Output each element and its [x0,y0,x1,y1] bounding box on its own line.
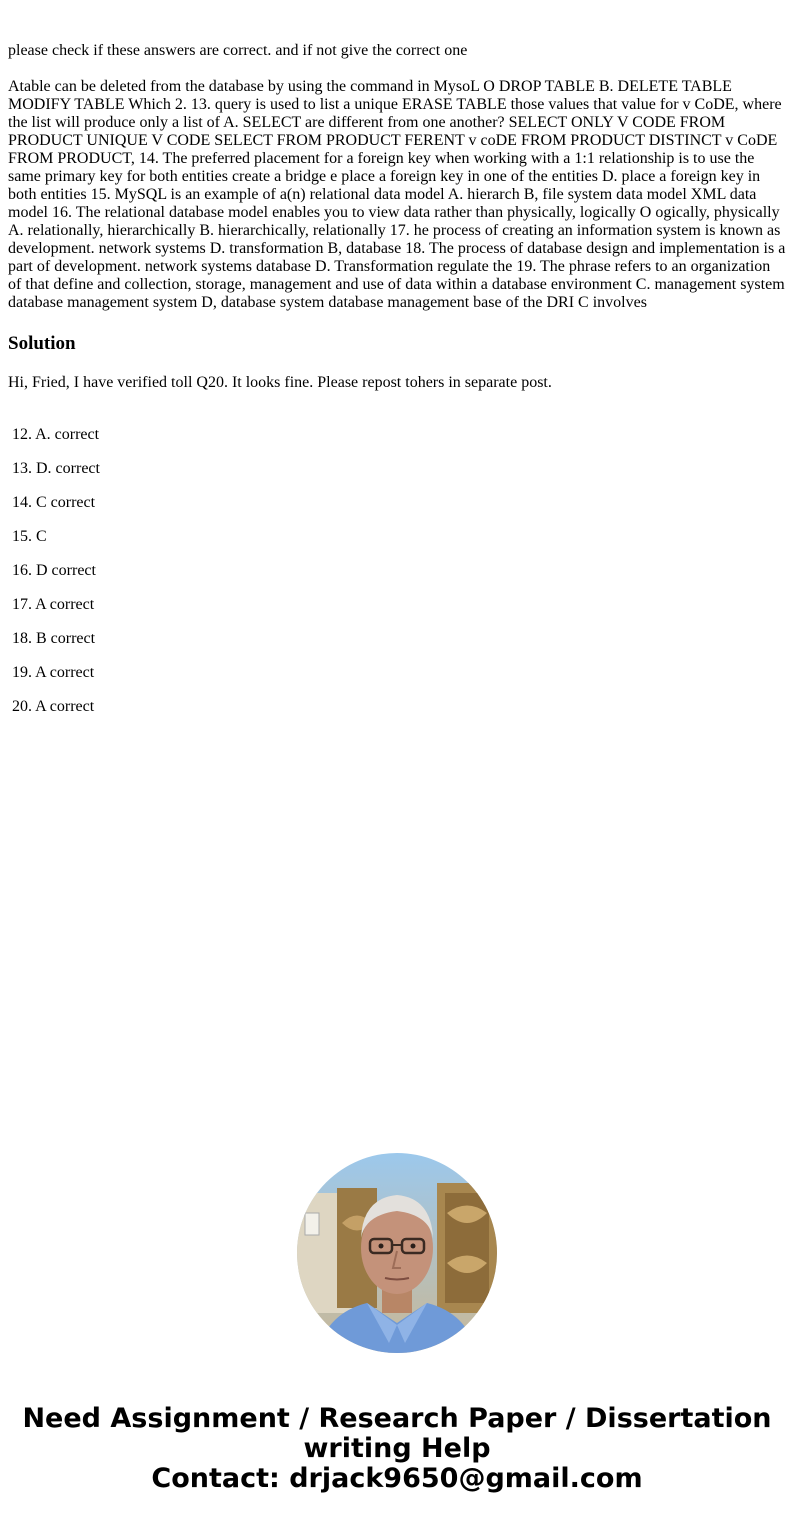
content [8,0,786,732]
avatar [297,1153,497,1353]
answer-item: 16. D correct [12,562,96,579]
promo-line-2: writing Help [303,1433,491,1464]
answer-item: 15. C [12,528,47,545]
answer-item: 13. D. correct [12,460,100,477]
promo-line-1: Need Assignment / Research Paper / Dissertation [22,1403,772,1434]
answer-item: 14. C correct [12,494,96,511]
promo-banner [0,1404,794,1494]
answer-item: 17. A correct [12,596,95,613]
answer-item: 12. A. correct [12,426,100,443]
promo-contact: Contact: drjack9650@gmail.com [151,1463,643,1494]
question-body: Atable can be deleted from the database by using the command in MysoL O DROP TABLE B. DELETE TABLE MODIFY TABLE Which 2. 13. query is used to list a unique ERASE TABLE those values that value for v CoDE, where the list will produce only a list of A. SELECT are different from one another? SELECT ONLY V CODE FROM PRODUCT UNIQUE V CODE SELECT FROM PRODUCT FERENT v coDE FROM PRODUCT DISTINCT v CoDE FROM PRODUCT, 14. The preferred placement for a foreign key when working with a 1:1 relationship is to use the same primary key for both entities create a bridge e place a foreign key in one of the entities D. place a foreign key in both entities 15. MySQL is an example of a(n) relational data model A. hierarch B, file system data model XML data model 16. The relational database model enables you to view data rather than physically, logically O ogically, physically A. relationally, hierarchically B. hierarchically, relationally 17. he process of creating an information system is known as development. network systems D. transformation B, database 18. The process of database design and implementation is a part of development. network systems database D. Transformation regulate the 19. The phrase refers to an organization of that define and collection, storage, management and use of data within a database environment C. management system database management system D, database system database management base of the DRI C involves [8,78,786,311]
solution-text: Hi, Fried, I have verified toll Q20. It looks fine. Please repost tohers in separate post. [8,374,552,391]
question-intro: please check if these answers are correct. and if not give the correct one [8,42,468,59]
answer-item: 20. A correct [12,698,95,715]
solution-heading: Solution [8,333,76,354]
tutor-photo-icon [297,1153,497,1353]
answer-item: 19. A correct [12,664,95,681]
answers-list [12,426,786,716]
answer-item: 18. B correct [12,630,96,647]
